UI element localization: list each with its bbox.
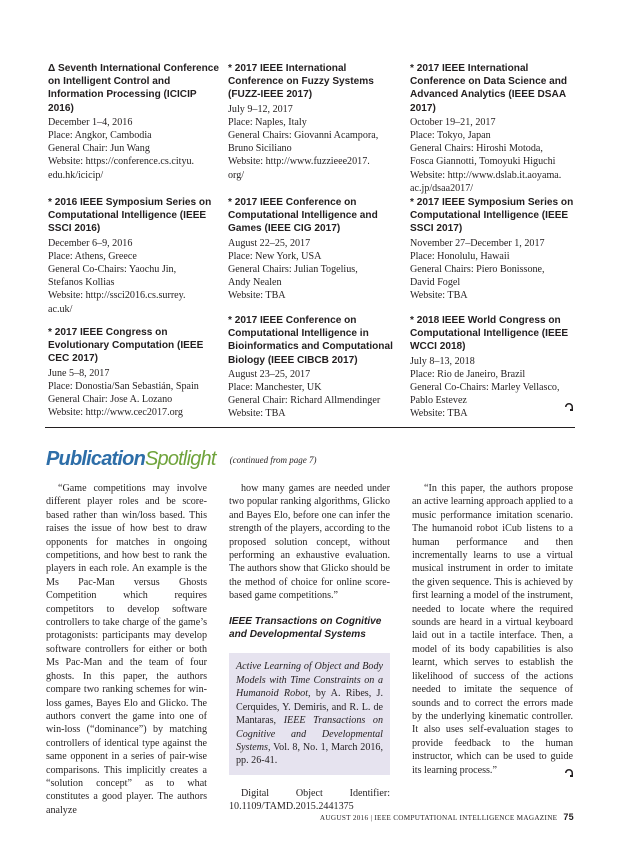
conference-place: Place: New York, USA	[228, 250, 322, 262]
conference-entry	[410, 314, 585, 421]
conference-place: Place: Honolulu, Hawaii	[410, 250, 510, 262]
conference-date: July 8–13, 2018	[410, 355, 475, 367]
conference-place: Place: Angkor, Cambodia	[48, 130, 152, 142]
conference-entry	[228, 196, 403, 303]
article-authors: by A. Ribes, J. Cerquides, Y. Demiris, and R. L. de Mantaras,	[236, 688, 383, 727]
article-column-3	[412, 482, 573, 777]
page-footer	[320, 812, 574, 822]
conference-calendar	[48, 62, 576, 422]
journal-subheading: IEEE Transactions on Cognitive and Developmental Systems	[229, 615, 382, 641]
conference-website-cont: org/	[228, 169, 245, 181]
conference-date: August 23–25, 2017	[228, 368, 311, 380]
conference-date: December 6–9, 2016	[48, 237, 133, 249]
conference-date: July 9–12, 2017	[228, 103, 293, 115]
conference-title: * 2017 IEEE International Conference on Fuzzy Systems (FUZZ-IEEE 2017)	[228, 63, 374, 101]
conference-chair: General Chairs: Giovanni Acampora,	[228, 130, 379, 142]
conference-chair: General Co-Chairs: Yaochu Jin,	[48, 264, 177, 276]
conference-website-cont: ac.uk/	[48, 303, 73, 315]
issue-info: Vol. 8, No. 1, March 2016, pp. 26-41.	[236, 741, 383, 767]
journal-name: IEEE Transactions on Cognitive and Developmental Systems,	[236, 715, 383, 753]
conference-place: Place: Naples, Italy	[228, 116, 307, 128]
continued-note: (continued from page 7)	[229, 455, 317, 465]
article-column-1	[46, 482, 207, 817]
conference-place: Place: Donostia/San Sebastián, Spain	[48, 380, 199, 392]
conference-date: November 27–December 1, 2017	[410, 237, 545, 249]
conference-title: * 2017 IEEE International Conference on Data Science and Advanced Analytics (IEEE DSAA 2017)	[410, 63, 568, 114]
conference-website: Website: http://www.cec2017.org	[48, 407, 183, 419]
article-title: Active Learning of Object and Body Models with Time Constraints on a Humanoid Robot,	[236, 661, 383, 700]
conference-website: Website: http://www.fuzzieee2017.	[228, 156, 370, 168]
page-number: 75	[563, 812, 574, 822]
conference-website-cont: ac.jp/dsaa2017/	[410, 182, 474, 194]
conference-place: Place: Rio de Janeiro, Brazil	[410, 368, 526, 380]
conference-date: October 19–21, 2017	[410, 116, 496, 128]
conference-chair: General Chair: Jose A. Lozano	[48, 394, 173, 406]
conference-website-cont: edu.hk/icicip/	[48, 169, 104, 181]
article-citation-box	[229, 653, 390, 774]
article-column-2	[229, 482, 390, 814]
paragraph: “In this paper, the authors propose an active learning approach applied to a music performance imitation scenario. The humanoid robot iCub listens to a human performance and then incrementally learns to use a virtual musical instrument in order to imitate the given sequence. This is achieved by first learning a model of the instrument, needed to locate where the required sounds are heard in a virtual keyboard laid out in a tactile interface. Then, a model of its body capabilities is also learnt, which serves to establish the likelihood of success of the actions needed to imitate the sequence of sounds and to correct the errors made by the underlying kinematic controller. It also uses self-evaluation stages to provide feedback to the human instructor, which can be used to guide its learning process.”	[412, 483, 573, 776]
conference-title: * 2017 IEEE Conference on Computational Intelligence in Bioinformatics and Computational Biology (IEEE CIBCB 2017)	[228, 315, 393, 366]
conference-chair: General Chair: Jun Wang	[48, 143, 150, 155]
ieee-end-mark-icon	[563, 767, 575, 779]
doi: Digital Object Identifier: 10.1109/TAMD.2015.2441375	[229, 787, 390, 813]
conference-title: * 2017 IEEE Congress on Evolutionary Computation (IEEE CEC 2017)	[48, 327, 204, 365]
conference-chair-cont: Stefanos Kollias	[48, 277, 115, 289]
paragraph: “Game competitions may involve different player roles and be score-based rather than win/loss based. This raises the issue of how best to draw opponents for matches in ongoing competitions, and how best to rank the players in each role. An example is the Ms Pac-Man versus Ghosts Competition which requires competitors to develop software controllers to take charge of the game’s protagonists: participants may develop software controllers for either or both Ms Pac-Man and the team of four ghosts. In this paper, the authors compare two ranking schemes for win-loss games, Bayes Elo and Glicko. The authors convert the game into one of win-loss (“dominance”) by matching controllers of identical type against the same opponent in a series of pair-wise comparisons. This implicitly creates a “solution concept” as to what constitutes a good player. The authors analyze	[46, 483, 207, 816]
conference-chair-cont: David Fogel	[410, 277, 461, 289]
conference-place: Place: Manchester, UK	[228, 382, 322, 394]
spotlight-title-word2: Spotlight	[144, 448, 216, 470]
conference-entry	[410, 196, 585, 303]
footer-text: AUGUST 2016 | IEEE COMPUTATIONAL INTELLIGENCE MAGAZINE	[319, 814, 558, 822]
conference-website: Website: https://conference.cs.cityu.	[48, 156, 195, 168]
conference-chair: General Co-Chairs: Marley Vellasco,	[410, 382, 560, 394]
conference-chair-cont: Pablo Estevez	[410, 395, 467, 407]
conference-website: Website: TBA	[410, 408, 468, 420]
conference-entry	[48, 196, 223, 316]
conference-chair: General Chair: Richard Allmendinger	[228, 395, 381, 407]
conference-website: Website: http://www.dslab.it.aoyama.	[410, 169, 562, 181]
spotlight-title-word1: Publication	[46, 448, 145, 470]
conference-website: Website: http://ssci2016.cs.surrey.	[48, 290, 186, 302]
conference-entry	[228, 62, 403, 182]
conference-website: Website: TBA	[228, 290, 286, 302]
conference-website: Website: TBA	[228, 408, 286, 420]
conference-entry	[48, 62, 223, 182]
conference-entry	[228, 314, 403, 421]
conference-title: * 2018 IEEE World Congress on Computational Intelligence (IEEE WCCI 2018)	[410, 315, 569, 353]
conference-date: June 5–8, 2017	[48, 367, 110, 379]
conference-place: Place: Tokyo, Japan	[410, 130, 491, 142]
conference-date: December 1–4, 2016	[48, 116, 133, 128]
section-divider	[45, 427, 575, 428]
conference-title: Δ Seventh International Conference on Intelligent Control and Information Processing (ICICIP 2016)	[48, 63, 220, 114]
conference-date: August 22–25, 2017	[228, 237, 311, 249]
conference-chair-cont: Andy Nealen	[228, 277, 282, 289]
conference-chair: General Chairs: Julian Togelius,	[228, 264, 358, 276]
conference-chair-cont: Fosca Giannotti, Tomoyuki Higuchi	[410, 156, 556, 168]
conference-chair: General Chairs: Piero Bonissone,	[410, 264, 545, 276]
conference-entry	[410, 62, 585, 195]
paragraph: how many games are needed under two popular ranking algorithms, Glicko and Bayes Elo, before one can infer the strength of the players, according to the proposed solution concept, without performing an exhaustive evaluation. The authors show that Glicko should be the method of choice for online score-based game competitions.”	[229, 483, 390, 602]
conference-place: Place: Athens, Greece	[48, 250, 137, 262]
conference-title: * 2016 IEEE Symposium Series on Computational Intelligence (IEEE SSCI 2016)	[48, 197, 212, 235]
publication-spotlight-header	[46, 448, 317, 474]
conference-title: * 2017 IEEE Conference on Computational Intelligence and Games (IEEE CIG 2017)	[228, 197, 378, 235]
conference-chair: General Chairs: Hiroshi Motoda,	[410, 143, 543, 155]
conference-title: * 2017 IEEE Symposium Series on Computational Intelligence (IEEE SSCI 2017)	[410, 197, 574, 235]
ieee-end-mark-icon	[563, 401, 575, 413]
conference-chair-cont: Bruno Siciliano	[228, 143, 292, 155]
conference-website: Website: TBA	[410, 290, 468, 302]
conference-entry	[48, 326, 223, 419]
